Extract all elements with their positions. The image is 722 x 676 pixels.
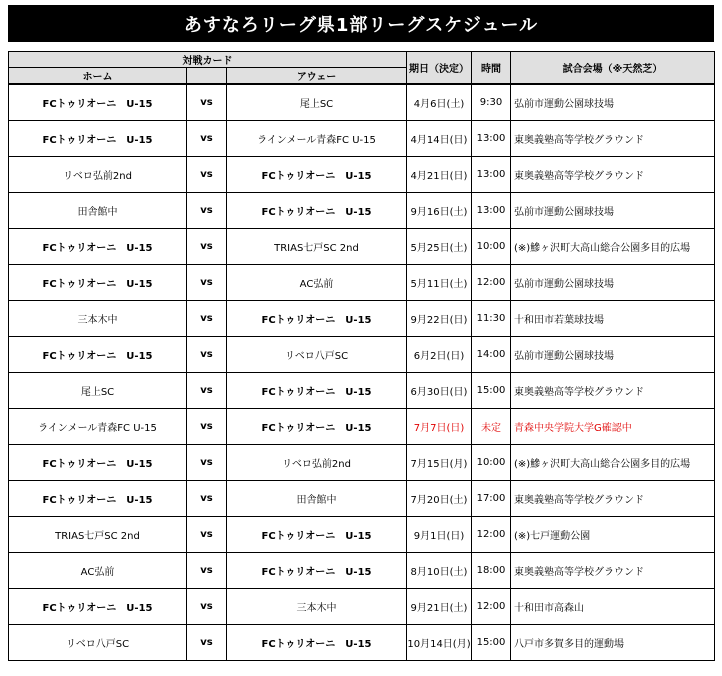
away-team-cell: FCトゥリオーニ U-15 (227, 193, 407, 229)
home-team-cell: リベロ弘前2nd (9, 157, 187, 193)
home-team-cell: FCトゥリオーニ U-15 (9, 84, 187, 121)
venue-cell: 東奥義塾高等学校グラウンド (511, 157, 715, 193)
table-row (9, 337, 715, 373)
venue-cell: (※)鰺ヶ沢町大高山総合公園多目的広場 (511, 445, 715, 481)
table-row (9, 157, 715, 193)
table-row (9, 229, 715, 265)
vs-cell: vs (187, 517, 227, 553)
date-cell: 9月1日(日) (407, 517, 472, 553)
venue-cell: 弘前市運動公園球技場 (511, 193, 715, 229)
date-cell: 9月21日(土) (407, 589, 472, 625)
away-team-cell: リベロ弘前2nd (227, 445, 407, 481)
venue-cell: 十和田市高森山 (511, 589, 715, 625)
venue-cell: 八戸市多賀多目的運動場 (511, 625, 715, 661)
away-team-cell: リベロ八戸SC (227, 337, 407, 373)
header-time: 時間 (472, 52, 511, 85)
table-row (9, 553, 715, 589)
header-away: アウェー (227, 68, 407, 85)
away-team-cell: AC弘前 (227, 265, 407, 301)
table-row (9, 589, 715, 625)
venue-cell: 東奥義塾高等学校グラウンド (511, 553, 715, 589)
home-team-cell: FCトゥリオーニ U-15 (9, 445, 187, 481)
vs-cell: vs (187, 409, 227, 445)
schedule-table (8, 51, 715, 661)
date-cell: 10月14日(月) (407, 625, 472, 661)
away-team-cell: 三本木中 (227, 589, 407, 625)
venue-cell: (※)鰺ヶ沢町大高山総合公園多目的広場 (511, 229, 715, 265)
time-cell: 11:30 (472, 301, 511, 337)
date-cell: 7月20日(土) (407, 481, 472, 517)
away-team-cell: FCトゥリオーニ U-15 (227, 373, 407, 409)
date-cell: 6月30日(日) (407, 373, 472, 409)
page-title: あすなろリーグ県1部リーグスケジュール (8, 5, 714, 42)
away-team-cell: FCトゥリオーニ U-15 (227, 553, 407, 589)
vs-cell: vs (187, 589, 227, 625)
header-date: 期日（決定） (407, 52, 472, 85)
time-cell: 15:00 (472, 625, 511, 661)
venue-cell: 青森中央学院大学G確認中 (511, 409, 715, 445)
table-row (9, 265, 715, 301)
table-row (9, 481, 715, 517)
vs-cell: vs (187, 301, 227, 337)
date-cell: 5月25日(土) (407, 229, 472, 265)
vs-cell: vs (187, 157, 227, 193)
time-cell: 未定 (472, 409, 511, 445)
home-team-cell: ラインメール青森FC U-15 (9, 409, 187, 445)
header-home: ホーム (9, 68, 187, 85)
header-vs-blank (187, 68, 227, 85)
vs-cell: vs (187, 445, 227, 481)
date-cell: 5月11日(土) (407, 265, 472, 301)
venue-cell: 東奥義塾高等学校グラウンド (511, 481, 715, 517)
vs-cell: vs (187, 193, 227, 229)
schedule-body (9, 84, 715, 661)
away-team-cell: FCトゥリオーニ U-15 (227, 517, 407, 553)
table-row (9, 517, 715, 553)
away-team-cell: ラインメール青森FC U-15 (227, 121, 407, 157)
venue-cell: 弘前市運動公園球技場 (511, 337, 715, 373)
home-team-cell: FCトゥリオーニ U-15 (9, 265, 187, 301)
table-row (9, 625, 715, 661)
vs-cell: vs (187, 337, 227, 373)
date-cell: 9月22日(日) (407, 301, 472, 337)
away-team-cell: FCトゥリオーニ U-15 (227, 625, 407, 661)
home-team-cell: 三本木中 (9, 301, 187, 337)
vs-cell: vs (187, 481, 227, 517)
time-cell: 13:00 (472, 121, 511, 157)
home-team-cell: 田舎館中 (9, 193, 187, 229)
time-cell: 13:00 (472, 193, 511, 229)
home-team-cell: FCトゥリオーニ U-15 (9, 121, 187, 157)
time-cell: 17:00 (472, 481, 511, 517)
vs-cell: vs (187, 553, 227, 589)
home-team-cell: AC弘前 (9, 553, 187, 589)
table-row (9, 409, 715, 445)
time-cell: 10:00 (472, 445, 511, 481)
date-cell: 4月14日(日) (407, 121, 472, 157)
time-cell: 12:00 (472, 265, 511, 301)
table-row (9, 373, 715, 409)
away-team-cell: FCトゥリオーニ U-15 (227, 157, 407, 193)
venue-cell: 東奥義塾高等学校グラウンド (511, 373, 715, 409)
home-team-cell: FCトゥリオーニ U-15 (9, 589, 187, 625)
date-cell: 4月21日(日) (407, 157, 472, 193)
venue-cell: 弘前市運動公園球技場 (511, 265, 715, 301)
time-cell: 18:00 (472, 553, 511, 589)
away-team-cell: 田舎館中 (227, 481, 407, 517)
venue-cell: 十和田市若葉球技場 (511, 301, 715, 337)
date-cell: 7月7日(日) (407, 409, 472, 445)
table-row (9, 121, 715, 157)
time-cell: 9:30 (472, 84, 511, 121)
home-team-cell: 尾上SC (9, 373, 187, 409)
venue-cell: (※)七戸運動公園 (511, 517, 715, 553)
home-team-cell: リベロ八戸SC (9, 625, 187, 661)
vs-cell: vs (187, 84, 227, 121)
vs-cell: vs (187, 373, 227, 409)
table-row (9, 84, 715, 121)
time-cell: 10:00 (472, 229, 511, 265)
date-cell: 4月6日(土) (407, 84, 472, 121)
vs-cell: vs (187, 625, 227, 661)
away-team-cell: FCトゥリオーニ U-15 (227, 301, 407, 337)
time-cell: 12:00 (472, 517, 511, 553)
vs-cell: vs (187, 229, 227, 265)
time-cell: 12:00 (472, 589, 511, 625)
date-cell: 8月10日(土) (407, 553, 472, 589)
time-cell: 15:00 (472, 373, 511, 409)
away-team-cell: TRIAS七戸SC 2nd (227, 229, 407, 265)
home-team-cell: FCトゥリオーニ U-15 (9, 481, 187, 517)
header-card: 対戦カード (9, 52, 407, 68)
home-team-cell: FCトゥリオーニ U-15 (9, 229, 187, 265)
away-team-cell: FCトゥリオーニ U-15 (227, 409, 407, 445)
away-team-cell: 尾上SC (227, 84, 407, 121)
home-team-cell: FCトゥリオーニ U-15 (9, 337, 187, 373)
date-cell: 6月2日(日) (407, 337, 472, 373)
time-cell: 14:00 (472, 337, 511, 373)
home-team-cell: TRIAS七戸SC 2nd (9, 517, 187, 553)
venue-cell: 東奥義塾高等学校グラウンド (511, 121, 715, 157)
date-cell: 9月16日(土) (407, 193, 472, 229)
venue-cell: 弘前市運動公園球技場 (511, 84, 715, 121)
vs-cell: vs (187, 121, 227, 157)
table-row (9, 193, 715, 229)
vs-cell: vs (187, 265, 227, 301)
table-row (9, 301, 715, 337)
date-cell: 7月15日(月) (407, 445, 472, 481)
header-venue: 試合会場（※天然芝） (511, 52, 715, 85)
table-row (9, 445, 715, 481)
time-cell: 13:00 (472, 157, 511, 193)
